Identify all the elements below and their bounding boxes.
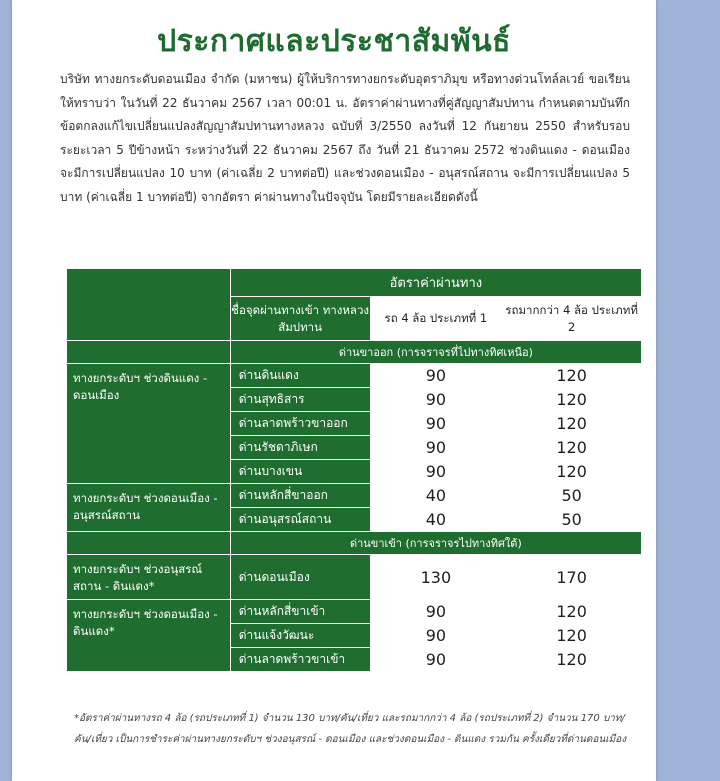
gate-name: ด่านดินแดง bbox=[230, 364, 370, 388]
car-more-fee: 120 bbox=[502, 600, 642, 624]
page-title: ประกาศและประชาสัมพันธ์ bbox=[157, 24, 511, 59]
car-more-fee: 120 bbox=[502, 388, 642, 412]
car4-fee: 90 bbox=[370, 412, 502, 436]
car4-fee: 90 bbox=[370, 624, 502, 648]
gate-name: ด่านบางเขน bbox=[230, 460, 370, 484]
gate-name: ด่านหลักสี่ขาออก bbox=[230, 484, 370, 508]
route-label: ทางยกระดับฯ ช่วงดินแดง - ดอนเมือง bbox=[67, 364, 231, 484]
car4-fee: 40 bbox=[370, 484, 502, 508]
intro-paragraph: บริษัท ทางยกระดับดอนเมือง จำกัด (มหาชน) ผู้ให้บริการทางยกระดับอุตราภิมุข หรือทางด่วนโทล์ลเวย์ ขอเรียนให้ทราบว่า ในวันที่ 22 ธันวาคม 2567 เวลา 00:01 น. อัตราค่าผ่านทางที่คู่สัญญาสัมปทาน กำหนดตามบันทึกข้อตกลงแก้ไขเปลี่ยนแปลงสัญญาสัมปทานทางหลวง ฉบับที่ 3/2550 ลงวันที่ 12 กันยายน 2550 สำหรับรอบระยะเวลา 5 ปีข้างหน้า ระหว่างวันที่ 22 ธันวาคม 2567 ถึง วันที่ 21 ธันวาคม 2572 ช่วงดินแดง - ดอนเมือง จะมีการเปลี่ยนแปลง 10 บาท (ค่าเฉลี่ย 2 บาทต่อปี) และช่วงดอนเมือง - อนุสรณ์สถาน จะมีการเปลี่ยนแปลง 5 บาท (ค่าเฉลี่ย 1 บาทต่อปี) จากอัตรา ค่าผ่านทางในปัจจุบัน โดยมีรายละเอียดดังนี้ bbox=[60, 72, 630, 204]
table-row bbox=[67, 484, 642, 508]
gate-name: ด่านรัชดาภิเษก bbox=[230, 436, 370, 460]
car4-fee: 90 bbox=[370, 600, 502, 624]
car-more-fee: 120 bbox=[502, 436, 642, 460]
car4-fee: 90 bbox=[370, 388, 502, 412]
car4-fee: 130 bbox=[370, 555, 502, 600]
gate-column-header: ชื่อจุดผ่านทางเข้า ทางหลวงสัมปทาน bbox=[230, 297, 370, 341]
gate-name: ด่านอนุสรณ์สถาน bbox=[230, 508, 370, 532]
car4-fee: 90 bbox=[370, 460, 502, 484]
table-row bbox=[67, 555, 642, 600]
car-more-fee: 50 bbox=[502, 508, 642, 532]
car-more-fee: 170 bbox=[502, 555, 642, 600]
footnote: *อัตราค่าผ่านทางรถ 4 ล้อ (รถประเภทที่ 1) จำนวน 130 บาท/คัน/เที่ยว และรถมากกว่า 4 ล้อ (รถประเภทที่ 2) จำนวน 170 บาท/คัน/เที่ยว เป็นการชำระค่าผ่านทางยกระดับฯ ช่วงอนุสรณ์ - ดอนเมือง และช่วงดอนเมือง - ดินแดง รวมกัน ครั้งเดียวที่ด่านดอนเมือง bbox=[74, 713, 627, 745]
gate-name: ด่านสุทธิสาร bbox=[230, 388, 370, 412]
route-label: ทางยกระดับฯ ช่วงดอนเมือง - อนุสรณ์สถาน bbox=[67, 484, 231, 532]
car-more-fee: 120 bbox=[502, 412, 642, 436]
car-more-column-header: รถมากกว่า 4 ล้อ ประเภทที่ 2 bbox=[502, 297, 642, 341]
car-more-fee: 120 bbox=[502, 624, 642, 648]
route-label: ทางยกระดับฯ ช่วงดอนเมือง - ดินแดง* bbox=[67, 600, 231, 672]
car4-fee: 40 bbox=[370, 508, 502, 532]
route-label: ทางยกระดับฯ ช่วงอนุสรณ์สถาน - ดินแดง* bbox=[67, 555, 231, 600]
car-more-fee: 50 bbox=[502, 484, 642, 508]
car-more-fee: 120 bbox=[502, 648, 642, 672]
rate-header: อัตราค่าผ่านทาง bbox=[230, 269, 641, 297]
inbound-band: ด่านขาเข้า (การจราจรไปทางทิศใต้) bbox=[230, 532, 641, 555]
car4-fee: 90 bbox=[370, 364, 502, 388]
band-spacer bbox=[67, 532, 231, 555]
gate-name: ด่านลาดพร้าวขาเข้า bbox=[230, 648, 370, 672]
outbound-band: ด่านขาออก (การจราจรที่ไปทางทิศเหนือ) bbox=[230, 341, 641, 364]
gate-name: ด่านลาดพร้าวขาออก bbox=[230, 412, 370, 436]
gate-name: ด่านดอนเมือง bbox=[230, 555, 370, 600]
car-more-fee: 120 bbox=[502, 460, 642, 484]
gate-name: ด่านแจ้งวัฒนะ bbox=[230, 624, 370, 648]
table-corner bbox=[67, 269, 231, 341]
band-spacer bbox=[67, 341, 231, 364]
toll-fee-table bbox=[66, 268, 642, 672]
car4-fee: 90 bbox=[370, 436, 502, 460]
table-row bbox=[67, 600, 642, 624]
table-row bbox=[67, 364, 642, 388]
announcement-page bbox=[12, 0, 656, 781]
gate-name: ด่านหลักสี่ขาเข้า bbox=[230, 600, 370, 624]
car4-column-header: รถ 4 ล้อ ประเภทที่ 1 bbox=[370, 297, 502, 341]
car4-fee: 90 bbox=[370, 648, 502, 672]
car-more-fee: 120 bbox=[502, 364, 642, 388]
